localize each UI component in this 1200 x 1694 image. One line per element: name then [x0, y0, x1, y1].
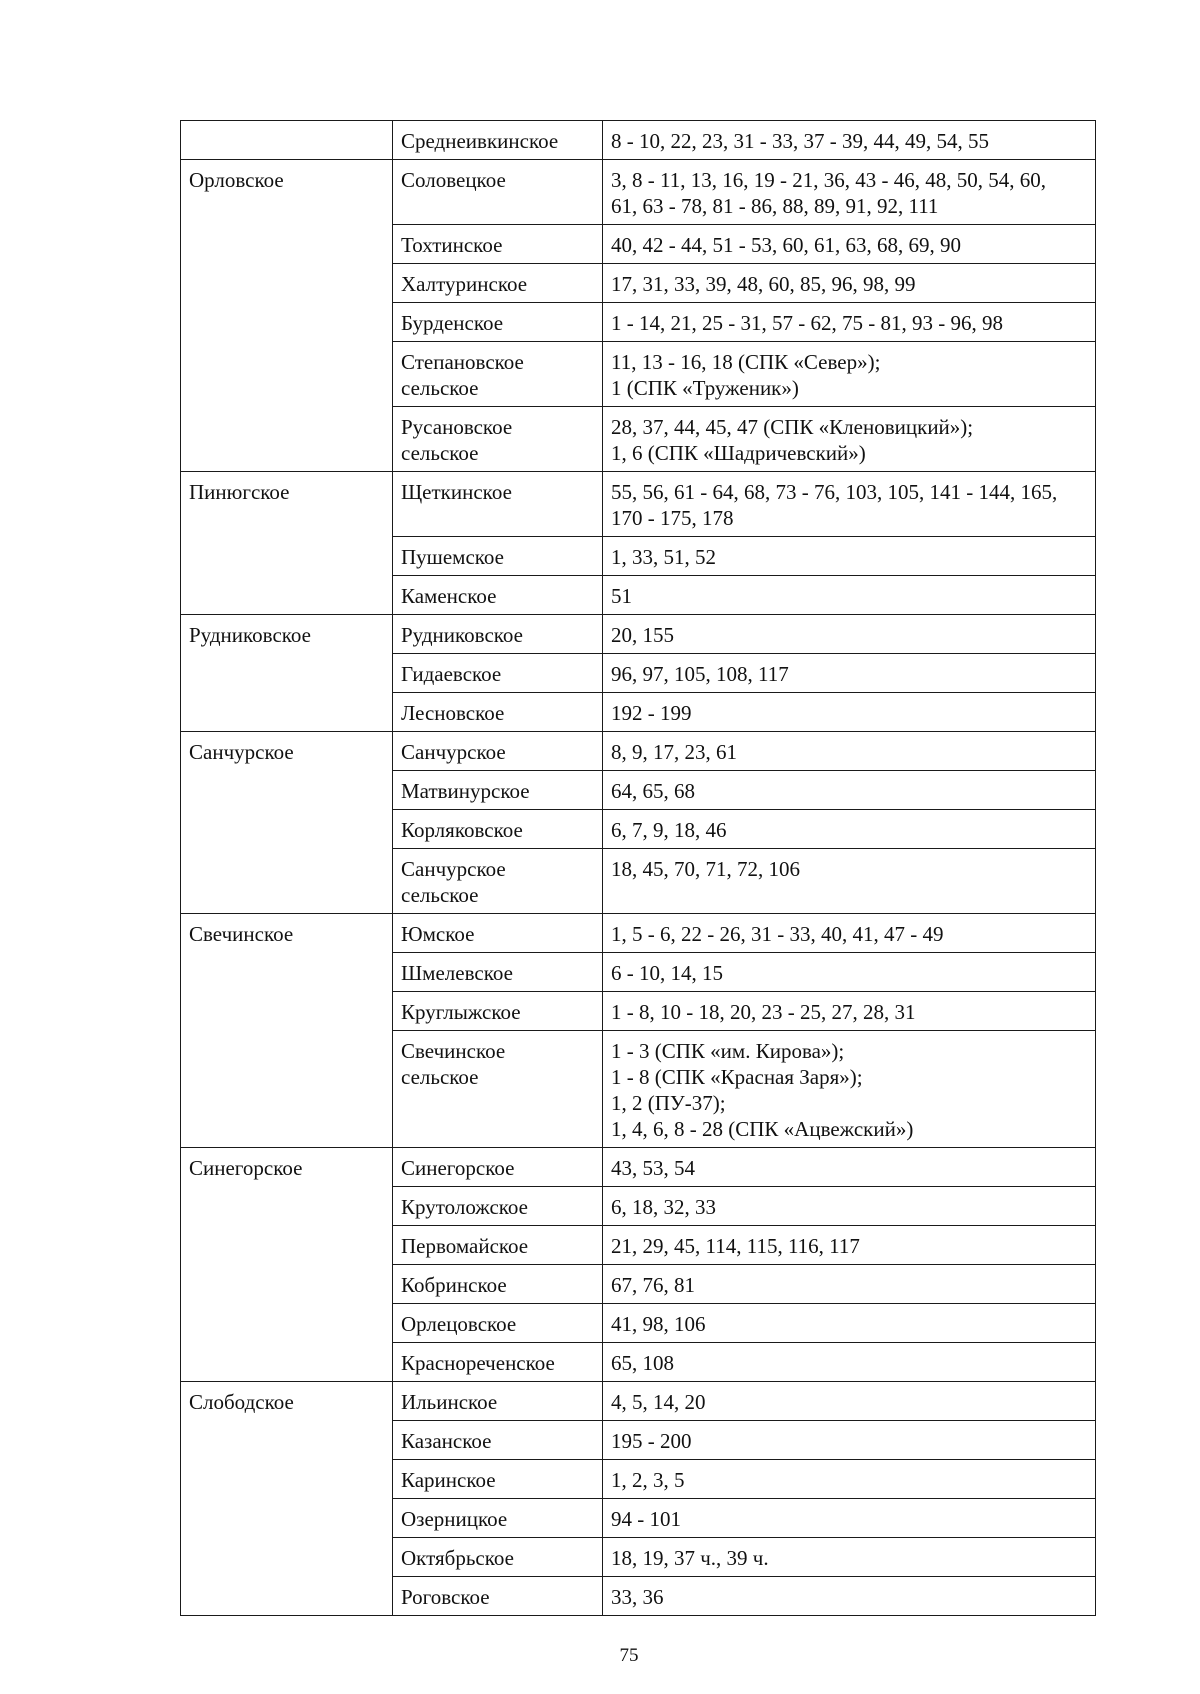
plots-line: 64, 65, 68 [611, 779, 695, 803]
plots-cell [603, 1148, 1096, 1187]
table-row [181, 1382, 1096, 1421]
plots-cell [603, 407, 1096, 472]
plots-cell [603, 225, 1096, 264]
plots-line: 65, 108 [611, 1351, 674, 1375]
settlement-cell [393, 1538, 603, 1577]
plots-line: 40, 42 - 44, 51 - 53, 60, 61, 63, 68, 69, 90 [611, 233, 961, 257]
plots-cell [603, 1187, 1096, 1226]
plots-line: 1, 2, 3, 5 [611, 1468, 685, 1492]
settlement-line: Корляковское [401, 818, 523, 842]
settlement-line: Каринское [401, 1468, 496, 1492]
settlement-cell [393, 472, 603, 537]
plots-cell [603, 1226, 1096, 1265]
settlement-cell [393, 693, 603, 732]
plots-line: 11, 13 - 16, 18 (СПК «Север»); [611, 350, 881, 374]
settlement-line: Роговское [401, 1585, 490, 1609]
plots-line: 1 - 8, 10 - 18, 20, 23 - 25, 27, 28, 31 [611, 1000, 916, 1024]
table-row [181, 472, 1096, 537]
settlement-cell [393, 810, 603, 849]
settlement-line: Свечинское [401, 1039, 506, 1063]
plots-line: 33, 36 [611, 1585, 664, 1609]
plots-line: 3, 8 - 11, 13, 16, 19 - 21, 36, 43 - 46, 48, 50, 54, 60, [611, 168, 1046, 192]
settlement-cell [393, 914, 603, 953]
plots-line: 18, 45, 70, 71, 72, 106 [611, 857, 800, 881]
table-body [181, 121, 1096, 1616]
settlement-cell [393, 264, 603, 303]
settlement-cell [393, 1304, 603, 1343]
plots-line: 1 - 3 (СПК «им. Кирова»); [611, 1039, 845, 1063]
plots-line: 1 - 8 (СПК «Красная Заря»); [611, 1065, 863, 1089]
settlement-line: Степановское [401, 350, 524, 374]
plots-line: 6, 18, 32, 33 [611, 1195, 716, 1219]
settlement-line: Крутоложское [401, 1195, 528, 1219]
plots-cell [603, 1304, 1096, 1343]
settlement-line: сельское [401, 1065, 479, 1089]
settlement-line: Лесновское [401, 701, 505, 725]
settlement-cell [393, 992, 603, 1031]
plots-cell [603, 576, 1096, 615]
plots-line: 21, 29, 45, 114, 115, 116, 117 [611, 1234, 860, 1258]
settlement-cell [393, 849, 603, 914]
plots-cell [603, 264, 1096, 303]
plots-line: 4, 5, 14, 20 [611, 1390, 706, 1414]
table-row [181, 1148, 1096, 1187]
settlement-cell [393, 615, 603, 654]
plots-line: 6, 7, 9, 18, 46 [611, 818, 727, 842]
settlement-line: Казанское [401, 1429, 492, 1453]
district-cell: Пинюгское [181, 472, 393, 615]
settlement-line: Первомайское [401, 1234, 529, 1258]
settlement-line: Кобринское [401, 1273, 507, 1297]
settlement-line: Рудниковское [401, 623, 523, 647]
settlement-cell [393, 1265, 603, 1304]
plots-cell [603, 303, 1096, 342]
settlement-line: сельское [401, 441, 479, 465]
settlement-line: Круглыжское [401, 1000, 521, 1024]
plots-cell [603, 537, 1096, 576]
settlement-line: Октябрьское [401, 1546, 514, 1570]
plots-cell [603, 615, 1096, 654]
settlement-cell [393, 537, 603, 576]
settlement-cell [393, 576, 603, 615]
plots-cell [603, 810, 1096, 849]
settlement-cell [393, 1226, 603, 1265]
settlement-cell [393, 1460, 603, 1499]
settlement-line: Ильинское [401, 1390, 498, 1414]
settlement-line: Матвинурское [401, 779, 530, 803]
document-table [180, 120, 1096, 1616]
plots-line: 18, 19, 37 ч., 39 ч. [611, 1546, 769, 1570]
settlement-line: Шмелевское [401, 961, 513, 985]
settlement-line: Озерницкое [401, 1507, 508, 1531]
settlement-line: Юмское [401, 922, 475, 946]
plots-line: 1 (СПК «Труженик») [611, 376, 799, 400]
district-cell: Санчурское [181, 732, 393, 914]
settlement-cell [393, 225, 603, 264]
plots-line: 1, 6 (СПК «Шадричевский») [611, 441, 866, 465]
plots-line: 94 - 101 [611, 1507, 681, 1531]
plots-cell [603, 121, 1096, 160]
plots-line: 28, 37, 44, 45, 47 (СПК «Кленовицкий»); [611, 415, 974, 439]
plots-cell [603, 1031, 1096, 1148]
district-cell [181, 121, 393, 160]
plots-line: 6 - 10, 14, 15 [611, 961, 723, 985]
district-cell: Слободское [181, 1382, 393, 1616]
plots-line: 55, 56, 61 - 64, 68, 73 - 76, 103, 105, 141 - 144, 165, [611, 480, 1058, 504]
plots-line: 1, 4, 6, 8 - 28 (СПК «Ацвежский») [611, 1117, 914, 1141]
plots-line: 43, 53, 54 [611, 1156, 695, 1180]
plots-line: 195 - 200 [611, 1429, 692, 1453]
plots-cell [603, 1265, 1096, 1304]
plots-cell [603, 1343, 1096, 1382]
plots-cell [603, 914, 1096, 953]
settlement-line: Бурденское [401, 311, 504, 335]
settlement-line: Халтуринское [401, 272, 528, 296]
settlement-cell [393, 121, 603, 160]
table-row [181, 160, 1096, 225]
plots-line: 1, 33, 51, 52 [611, 545, 716, 569]
district-cell: Орловское [181, 160, 393, 472]
plots-cell [603, 1577, 1096, 1616]
settlement-line: Соловецкое [401, 168, 506, 192]
settlement-line: Санчурское [401, 857, 506, 881]
plots-line: 1, 2 (ПУ-37); [611, 1091, 726, 1115]
plots-line: 61, 63 - 78, 81 - 86, 88, 89, 91, 92, 111 [611, 194, 939, 218]
settlement-line: Гидаевское [401, 662, 502, 686]
settlement-cell [393, 771, 603, 810]
plots-line: 1, 5 - 6, 22 - 26, 31 - 33, 40, 41, 47 - 49 [611, 922, 944, 946]
plots-cell [603, 160, 1096, 225]
settlement-cell [393, 654, 603, 693]
settlement-line: Орлецовское [401, 1312, 517, 1336]
plots-cell [603, 342, 1096, 407]
plots-line: 20, 155 [611, 623, 674, 647]
plots-line: 96, 97, 105, 108, 117 [611, 662, 789, 686]
settlement-cell [393, 342, 603, 407]
page-number: 75 [619, 1645, 639, 1666]
settlement-line: Щеткинское [401, 480, 512, 504]
plots-cell [603, 771, 1096, 810]
plots-cell [603, 1499, 1096, 1538]
district-cell: Рудниковское [181, 615, 393, 732]
settlement-cell [393, 160, 603, 225]
plots-cell [603, 1382, 1096, 1421]
table-row [181, 732, 1096, 771]
settlement-cell [393, 953, 603, 992]
plots-line: 170 - 175, 178 [611, 506, 734, 530]
settlement-cell [393, 303, 603, 342]
settlement-cell [393, 732, 603, 771]
settlement-cell [393, 1187, 603, 1226]
plots-cell [603, 472, 1096, 537]
plots-cell [603, 849, 1096, 914]
settlement-cell [393, 1343, 603, 1382]
district-cell: Свечинское [181, 914, 393, 1148]
settlement-line: Среднеивкинское [401, 129, 559, 153]
settlement-cell [393, 1382, 603, 1421]
settlement-line: Русановское [401, 415, 513, 439]
table-row [181, 121, 1096, 160]
district-cell: Синегорское [181, 1148, 393, 1382]
settlement-line: Пушемское [401, 545, 504, 569]
plots-line: 17, 31, 33, 39, 48, 60, 85, 96, 98, 99 [611, 272, 916, 296]
settlement-cell [393, 407, 603, 472]
table-row [181, 914, 1096, 953]
settlement-line: Каменское [401, 584, 497, 608]
settlement-cell [393, 1031, 603, 1148]
settlement-line: Краснореченское [401, 1351, 555, 1375]
plots-cell [603, 693, 1096, 732]
table-row [181, 615, 1096, 654]
plots-line: 51 [611, 584, 632, 608]
plots-cell [603, 732, 1096, 771]
plots-line: 8 - 10, 22, 23, 31 - 33, 37 - 39, 44, 49, 54, 55 [611, 129, 989, 153]
plots-cell [603, 1421, 1096, 1460]
settlement-cell [393, 1148, 603, 1187]
settlement-cell [393, 1577, 603, 1616]
plots-line: 41, 98, 106 [611, 1312, 706, 1336]
settlement-cell [393, 1499, 603, 1538]
settlement-line: Тохтинское [401, 233, 503, 257]
plots-cell [603, 992, 1096, 1031]
plots-line: 192 - 199 [611, 701, 692, 725]
plots-cell [603, 1460, 1096, 1499]
settlement-line: Синегорское [401, 1156, 515, 1180]
plots-cell [603, 1538, 1096, 1577]
plots-line: 1 - 14, 21, 25 - 31, 57 - 62, 75 - 81, 93 - 96, 98 [611, 311, 1003, 335]
settlement-cell [393, 1421, 603, 1460]
plots-line: 67, 76, 81 [611, 1273, 695, 1297]
plots-cell [603, 953, 1096, 992]
settlement-line: Санчурское [401, 740, 506, 764]
plots-line: 8, 9, 17, 23, 61 [611, 740, 737, 764]
settlement-line: сельское [401, 883, 479, 907]
settlement-line: сельское [401, 376, 479, 400]
plots-cell [603, 654, 1096, 693]
